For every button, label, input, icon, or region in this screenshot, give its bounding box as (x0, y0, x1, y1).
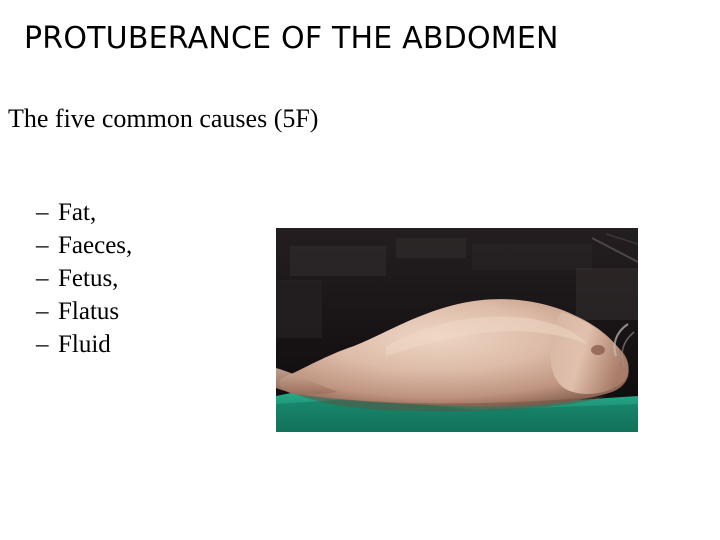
dash-marker: – (36, 331, 49, 358)
list-item-label: Faeces, (58, 232, 133, 259)
list-item (36, 196, 132, 229)
list-item-label: Fetus, (58, 265, 119, 292)
causes-list (36, 196, 132, 361)
dash-marker: – (36, 265, 49, 292)
list-item-label: Fluid (58, 331, 111, 358)
subtitle-text: The five common causes (5F) (8, 104, 319, 133)
list-item-label: Flatus (58, 298, 120, 325)
dash-marker: – (36, 232, 49, 259)
page-title: PROTUBERANCE OF THE ABDOMEN (24, 21, 559, 56)
dash-marker: – (36, 199, 49, 226)
list-item (36, 295, 132, 328)
list-item-label: Fat, (58, 199, 97, 226)
list-item (36, 262, 132, 295)
list-item (36, 229, 132, 262)
list-item (36, 328, 132, 361)
dash-marker: – (36, 298, 49, 325)
clinical-photo-distended-abdomen (276, 228, 638, 432)
